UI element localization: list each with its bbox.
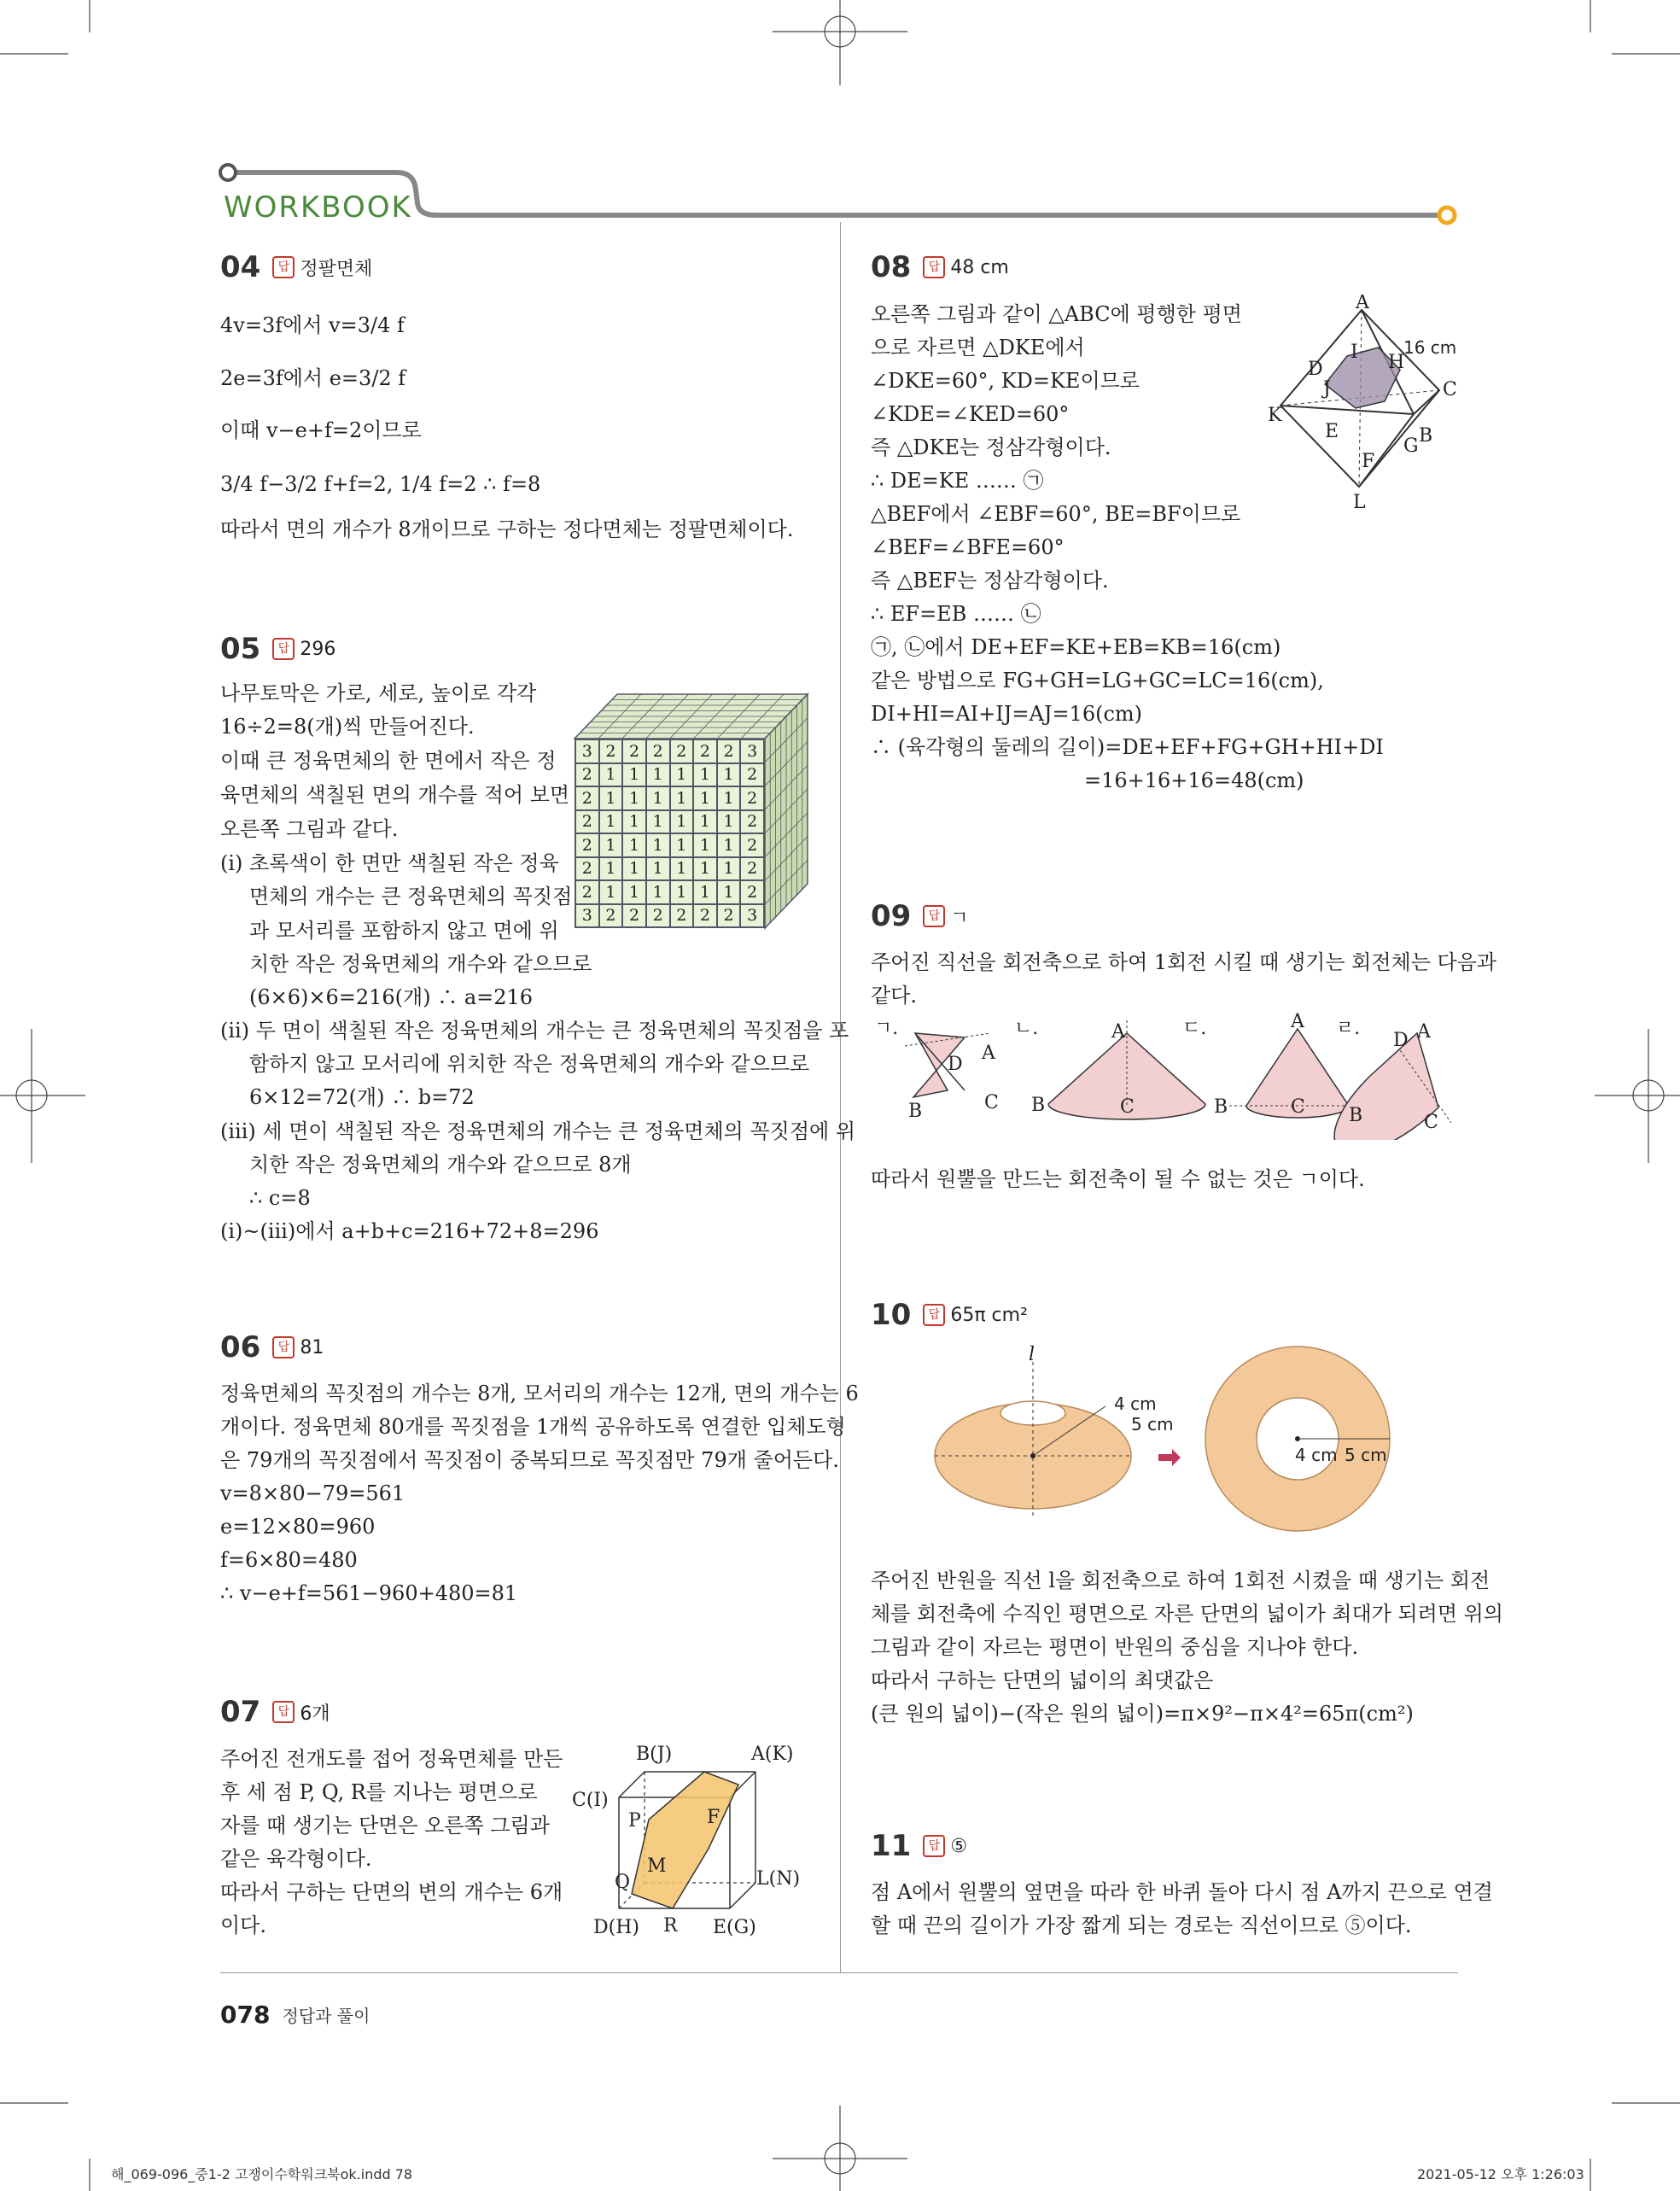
q05-line: 오른쪽 그림과 같다.: [220, 817, 399, 841]
q07-line: 따라서 구하는 단면의 변의 개수는 6개: [220, 1880, 563, 1904]
grid-cell: 2: [740, 786, 764, 810]
grid-cell: 2: [740, 880, 764, 904]
label-5cm: 5 cm: [1345, 1445, 1387, 1465]
point-b: B: [1031, 1095, 1046, 1116]
grid-cell: 1: [646, 833, 670, 857]
point-d: D: [1393, 1030, 1409, 1051]
point-c: C: [1120, 1096, 1135, 1118]
question-number: 10: [871, 1298, 912, 1332]
grid-cell: 3: [575, 739, 599, 763]
option-label: ㄹ.: [1336, 1018, 1361, 1039]
cube-front-grid: [575, 739, 765, 928]
point-a: A: [1111, 1021, 1125, 1043]
q06-line: 정육면체의 꼭짓점의 개수는 8개, 모서리의 개수는 12개, 면의 개수는 6: [220, 1382, 859, 1405]
section-name: 정답과 풀이: [282, 2006, 370, 2026]
question-number: 08: [871, 250, 912, 284]
label-4cm: 4 cm: [1295, 1445, 1338, 1465]
q09-line: 따라서 원뿔을 만드는 회전축이 될 수 없는 것은 ㄱ이다.: [871, 1167, 1365, 1191]
grid-cell: 1: [670, 763, 694, 787]
q08-line: ∴ EF=EB …… ㉡: [871, 602, 1041, 626]
label-f: F: [1362, 451, 1375, 472]
q10-line: 체를 회전축에 수직인 평면으로 자른 단면의 넓이가 최대가 되려면 위의: [871, 1602, 1503, 1626]
timestamp: 2021-05-12 오후 1:26:03: [1417, 2166, 1584, 2182]
answer-text: 정팔면체: [300, 258, 373, 280]
q08-line: =16+16+16=48(cm): [1084, 768, 1304, 792]
grid-cell: 1: [599, 857, 623, 881]
option-label: ㄱ.: [874, 1018, 899, 1039]
q05-line: (ⅰ) 초록색이 한 면만 색칠된 작은 정육: [220, 851, 559, 875]
q08-line: 오른쪽 그림과 같이 △ABC에 평행한 평면: [871, 302, 1242, 326]
q08-line: ∠KDE=∠KED=60°: [871, 402, 1070, 426]
question-number: 05: [220, 632, 261, 666]
q04-header: [220, 250, 372, 284]
point-a: A: [1417, 1021, 1431, 1043]
q09-line: 같다.: [871, 984, 917, 1008]
grid-cell: 1: [646, 810, 670, 834]
q05-line: (ⅲ) 세 면이 색칠된 작은 정육면체의 개수는 큰 정육면체의 꼭짓점에 위: [220, 1119, 856, 1143]
label-j: J: [1323, 378, 1331, 400]
q05-line: 6×12=72(개) ∴ b=72: [249, 1085, 475, 1109]
q08-line: ∠DKE=60°, KD=KE이므로: [871, 369, 1140, 393]
grid-cell: 2: [717, 739, 741, 763]
answer-badge: 답: [272, 638, 295, 660]
q10-torus-figure: [926, 1345, 1438, 1533]
label-ci: C(I): [572, 1790, 609, 1811]
label-k: K: [1268, 405, 1282, 426]
grid-cell: 2: [740, 810, 764, 834]
q09-line: 주어진 직선을 회전축으로 하여 1회전 시킬 때 생기는 회전체는 다음과: [871, 950, 1497, 974]
grid-cell: 2: [717, 904, 741, 928]
q05-line: 나무토막은 가로, 세로, 높이로 각각: [220, 681, 537, 705]
answer-badge: 답: [923, 256, 945, 278]
label-dh: D(H): [593, 1917, 639, 1938]
point-c: C: [1291, 1096, 1305, 1118]
workbook-title: WORKBOOK: [224, 190, 412, 225]
q05-line: 치한 작은 정육면체의 개수와 같으므로 8개: [249, 1153, 632, 1177]
grid-cell: 2: [622, 904, 646, 928]
q07-line: 후 세 점 P, Q, R를 지나는 평면으로: [220, 1780, 538, 1804]
q08-line: 즉 △DKE는 정삼각형이다.: [871, 435, 1111, 459]
grid-cell: 1: [622, 857, 646, 881]
q06-header: [220, 1330, 324, 1364]
q10-line: (큰 원의 넓이)−(작은 원의 넓이)=π×9²−π×4²=65π(cm²): [871, 1702, 1414, 1726]
grid-cell: 2: [693, 904, 717, 928]
label-r: R: [663, 1915, 678, 1937]
grid-cell: 1: [646, 763, 670, 787]
label-f: F: [707, 1807, 720, 1828]
axis-l-label: l: [1029, 1345, 1035, 1365]
q08-line: 같은 방법으로 FG+GH=LG+GC=LC=16(cm),: [871, 669, 1324, 692]
grid-cell: 1: [622, 810, 646, 834]
q06-line: 개이다. 정육면체 80개를 꼭짓점을 1개씩 공유하도록 연결한 입체도형: [220, 1415, 846, 1439]
label-eg: E(G): [713, 1917, 756, 1938]
label-16cm: 16 cm: [1403, 337, 1457, 358]
grid-cell: 2: [575, 833, 599, 857]
answer-badge: 답: [272, 256, 295, 278]
q05-header: [220, 632, 335, 666]
q04-line: 4v=3f에서 v=3/4 f: [220, 313, 405, 337]
grid-cell: 2: [575, 786, 599, 810]
q07-line: 자를 때 생기는 단면은 오른쪽 그림과: [220, 1814, 550, 1838]
q06-line: ∴ v−e+f=561−960+480=81: [220, 1581, 518, 1605]
q08-line: △BEF에서 ∠EBF=60°, BE=BF이므로: [871, 502, 1241, 526]
grid-cell: 2: [622, 739, 646, 763]
q05-line: (6×6)×6=216(개) ∴ a=216: [249, 985, 534, 1009]
point-b: B: [1349, 1105, 1363, 1126]
q07-line: 주어진 전개도를 접어 정육면체를 만든: [220, 1747, 563, 1771]
grid-cell: 2: [575, 857, 599, 881]
answer-badge: 답: [923, 1835, 945, 1857]
grid-cell: 2: [670, 739, 694, 763]
answer-text: 6개: [300, 1703, 330, 1725]
label-m: M: [647, 1855, 667, 1877]
grid-cell: 1: [693, 810, 717, 834]
q08-line: 즉 △BEF는 정삼각형이다.: [871, 569, 1109, 593]
grid-cell: 1: [599, 763, 623, 787]
column-divider: [840, 222, 841, 1972]
label-e: E: [1325, 421, 1339, 442]
grid-cell: 1: [622, 786, 646, 810]
q05-line: 치한 작은 정육면체의 개수와 같으므로: [249, 952, 592, 976]
question-number: 04: [220, 250, 261, 284]
q07-line: 이다.: [220, 1913, 266, 1937]
grid-cell: 1: [670, 786, 694, 810]
label-c: C: [1443, 379, 1457, 400]
q07-cube-section-figure: [563, 1738, 820, 1943]
q08-header: [871, 250, 1009, 284]
q05-line: 면체의 개수는 큰 정육면체의 꼭짓점: [249, 885, 573, 909]
label-i: I: [1350, 342, 1358, 363]
q10-line: 그림과 같이 자르는 평면이 반원의 중심을 지나야 한다.: [871, 1635, 1359, 1659]
file-info: 해_069-096_중1-2 고쟁이수학워크북ok.indd 78: [111, 2166, 413, 2182]
label-p: P: [628, 1810, 641, 1832]
question-number: 07: [220, 1695, 261, 1729]
grid-cell: 3: [740, 739, 764, 763]
page-number: 078: [220, 2001, 271, 2029]
q04-line: 따라서 면의 개수가 8개이므로 구하는 정다면체는 정팔면체이다.: [220, 517, 794, 541]
label-q: Q: [615, 1872, 631, 1893]
q11-line: 점 A에서 원뿔의 옆면을 따라 한 바퀴 돌아 다시 점 A까지 끈으로 연결: [871, 1880, 1493, 1904]
question-number: 09: [871, 899, 912, 933]
grid-cell: 1: [717, 857, 741, 881]
grid-cell: 1: [693, 763, 717, 787]
question-number: 11: [871, 1829, 912, 1863]
label-a: A: [1356, 295, 1369, 313]
q09-solids-figure: [871, 1012, 1460, 1140]
grid-cell: 2: [575, 810, 599, 834]
point-d: D: [948, 1054, 963, 1075]
grid-cell: 1: [717, 763, 741, 787]
q08-line: ∴ (육각형의 둘레의 길이)=DE+EF+FG+GH+HI+DI: [871, 735, 1384, 759]
point-b: B: [1214, 1096, 1228, 1118]
answer-badge: 답: [272, 1336, 295, 1358]
q04-line: 이때 v−e+f=2이므로: [220, 418, 422, 442]
answer-text: 81: [300, 1336, 324, 1358]
grid-cell: 2: [693, 739, 717, 763]
grid-cell: 1: [599, 833, 623, 857]
answer-text: ⑤: [950, 1835, 968, 1857]
q08-line: ㉠, ㉡에서 DE+EF=KE+EB=KB=16(cm): [871, 635, 1281, 659]
q05-cube-figure: [570, 687, 814, 931]
q11-header: [871, 1829, 967, 1863]
label-4cm: 4 cm: [1114, 1393, 1157, 1414]
q11-line: 할 때 끈의 길이가 가장 짧게 되는 경로는 직선이므로 ⑤이다.: [871, 1913, 1412, 1937]
q08-octahedron-figure: [1263, 295, 1468, 517]
q08-line: 으로 자르면 △DKE에서: [871, 336, 1085, 359]
label-ln: L(N): [756, 1868, 801, 1890]
grid-cell: 1: [693, 786, 717, 810]
grid-cell: 1: [599, 810, 623, 834]
answer-text: 48 cm: [950, 256, 1009, 278]
grid-cell: 1: [693, 833, 717, 857]
page-footer: [220, 2001, 370, 2029]
answer-text: 65π cm²: [950, 1304, 1028, 1326]
q05-line: (ⅱ) 두 면이 색칠된 작은 정육면체의 개수는 큰 정육면체의 꼭짓점을 포: [220, 1019, 849, 1043]
grid-cell: 1: [670, 857, 694, 881]
q08-line: DI+HI=AI+IJ=AJ=16(cm): [871, 702, 1143, 726]
grid-cell: 2: [670, 904, 694, 928]
q05-line: ∴ c=8: [249, 1186, 311, 1210]
point-b: B: [908, 1101, 923, 1122]
point-a: A: [982, 1043, 995, 1064]
q05-line: (ⅰ)~(ⅲ)에서 a+b+c=216+72+8=296: [220, 1219, 599, 1243]
q04-line: 2e=3f에서 e=3/2 f: [220, 366, 406, 390]
label-ak: A(K): [751, 1744, 794, 1765]
question-number: 06: [220, 1330, 261, 1364]
grid-cell: 1: [717, 786, 741, 810]
label-b: B: [1419, 425, 1433, 447]
answer-badge: 답: [272, 1701, 295, 1723]
grid-cell: 1: [622, 763, 646, 787]
q10-line: 따라서 구하는 단면의 넓이의 최댓값은: [871, 1668, 1214, 1692]
point-c: C: [984, 1092, 999, 1113]
grid-cell: 1: [693, 880, 717, 904]
q10-line: 주어진 반원을 직선 l을 회전축으로 하여 1회전 시켰을 때 생기는 회전: [871, 1569, 1490, 1592]
grid-cell: 2: [575, 763, 599, 787]
grid-cell: 2: [599, 739, 623, 763]
option-label: ㄴ.: [1014, 1018, 1039, 1039]
q06-line: 은 79개의 꼭짓점에서 꼭짓점이 중복되므로 꼭짓점만 79개 줄어든다.: [220, 1448, 839, 1472]
point-a: A: [1291, 1012, 1304, 1032]
grid-cell: 2: [740, 857, 764, 881]
label-5cm: 5 cm: [1131, 1414, 1174, 1434]
grid-cell: 3: [740, 904, 764, 928]
grid-cell: 1: [599, 786, 623, 810]
q06-line: v=8×80−79=561: [220, 1481, 405, 1505]
label-d: D: [1308, 359, 1323, 380]
grid-cell: 1: [717, 810, 741, 834]
q07-header: [220, 1695, 330, 1729]
q06-line: e=12×80=960: [220, 1515, 376, 1539]
label-bj: B(J): [636, 1744, 673, 1765]
option-label: ㄷ.: [1182, 1018, 1207, 1039]
grid-cell: 1: [646, 880, 670, 904]
point-c: C: [1424, 1112, 1438, 1133]
answer-badge: 답: [923, 905, 945, 927]
answer-text: ㄱ: [950, 907, 969, 929]
grid-cell: 1: [670, 880, 694, 904]
label-h: H: [1388, 352, 1405, 373]
label-g: G: [1403, 435, 1419, 457]
grid-cell: 2: [740, 833, 764, 857]
q05-line: 이때 큰 정육면체의 한 면에서 작은 정: [220, 749, 557, 773]
footer-rule: [220, 1972, 1458, 1973]
grid-cell: 2: [646, 904, 670, 928]
grid-cell: 2: [575, 880, 599, 904]
q07-line: 같은 육각형이다.: [220, 1847, 372, 1871]
grid-cell: 1: [693, 857, 717, 881]
grid-cell: 1: [646, 857, 670, 881]
grid-cell: 2: [646, 739, 670, 763]
q05-line: 16÷2=8(개)씩 만들어진다.: [220, 715, 475, 739]
q08-line: ∠BEF=∠BFE=60°: [871, 535, 1065, 559]
grid-cell: 1: [599, 880, 623, 904]
grid-cell: 1: [622, 880, 646, 904]
grid-cell: 1: [670, 833, 694, 857]
grid-cell: 1: [646, 786, 670, 810]
answer-badge: 답: [923, 1304, 945, 1326]
arrow-icon: [1158, 1449, 1181, 1466]
label-l: L: [1353, 492, 1366, 513]
q04-line: 3/4 f−3/2 f+f=2, 1/4 f=2 ∴ f=8: [220, 472, 541, 496]
grid-cell: 1: [717, 880, 741, 904]
answer-text: 296: [300, 638, 336, 660]
q05-line: 과 모서리를 포함하지 않고 면에 위: [249, 919, 559, 943]
grid-cell: 2: [599, 904, 623, 928]
q09-header: [871, 899, 969, 933]
q05-line: 함하지 않고 모서리에 위치한 작은 정육면체의 개수와 같으므로: [249, 1052, 810, 1076]
q05-line: 육면체의 색칠된 면의 개수를 적어 보면: [220, 783, 570, 807]
q06-line: f=6×80=480: [220, 1548, 358, 1572]
q10-header: [871, 1298, 1028, 1332]
grid-cell: 1: [717, 833, 741, 857]
grid-cell: 1: [670, 810, 694, 834]
q08-line: ∴ DE=KE …… ㉠: [871, 469, 1044, 493]
grid-cell: 3: [575, 904, 599, 928]
grid-cell: 2: [740, 763, 764, 787]
grid-cell: 1: [622, 833, 646, 857]
